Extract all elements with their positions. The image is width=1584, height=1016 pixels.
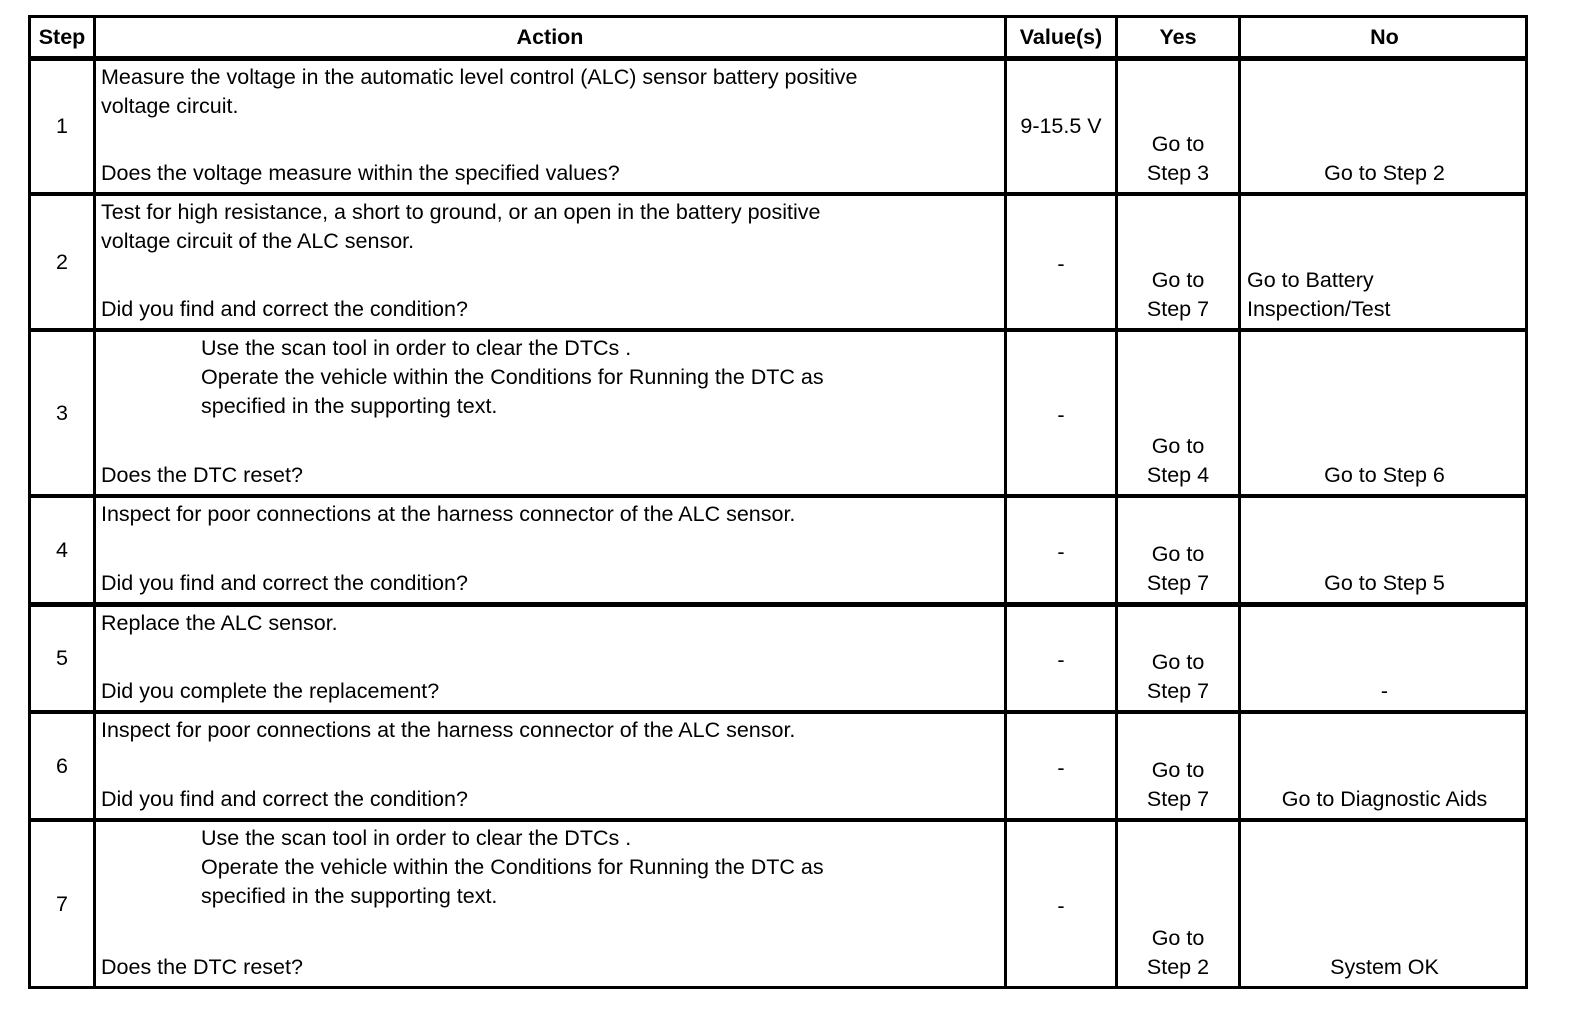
step-number: 7 (56, 891, 68, 916)
yes-line: Go to (1151, 542, 1205, 566)
action-question: Did you find and correct the condition? (101, 297, 468, 321)
action-line: Use the scan tool in order to clear the DTCs . (201, 826, 632, 850)
step-number: 5 (56, 646, 68, 670)
diagnostic-table (28, 15, 1528, 989)
value-cell: - (1057, 648, 1065, 672)
no-line: Inspection/Test (1247, 297, 1391, 321)
value-cell: - (1057, 755, 1065, 780)
action-line: Inspect for poor connections at the harness connector of the ALC sensor. (101, 718, 796, 742)
header-action: Action (516, 24, 584, 49)
yes-line: Step 7 (1146, 679, 1210, 703)
no-line: Go to Step 6 (1324, 463, 1445, 487)
step-number: 1 (56, 114, 68, 138)
step-number: 3 (56, 400, 68, 425)
action-line: Test for high resistance, a short to ground, or an open in the battery positive (101, 200, 821, 224)
action-line: Operate the vehicle within the Conditions for Running the DTC as (201, 365, 824, 389)
action-line: Replace the ALC sensor. (101, 611, 338, 635)
no-line: Go to Diagnostic Aids (1281, 787, 1488, 811)
no-cell (1241, 61, 1528, 188)
no-cell (1241, 498, 1528, 598)
action-line: voltage circuit of the ALC sensor. (101, 229, 415, 253)
yes-line: Go to (1151, 926, 1205, 950)
value-cell: - (1057, 251, 1065, 276)
action-line: Use the scan tool in order to clear the DTCs . (201, 336, 632, 360)
yes-cell (1118, 714, 1238, 814)
no-cell (1241, 714, 1528, 814)
yes-cell (1118, 332, 1238, 490)
action-question: Does the voltage measure within the specified values? (101, 161, 620, 185)
header-step: Step (38, 24, 86, 49)
value-cell: - (1057, 539, 1065, 564)
action-text (101, 609, 1001, 638)
action-question: Did you complete the replacement? (101, 679, 440, 703)
no-line: - (1380, 679, 1389, 703)
yes-cell (1118, 822, 1238, 982)
action-text (101, 334, 1001, 421)
yes-line: Go to (1151, 268, 1205, 292)
no-cell (1241, 822, 1528, 982)
step-number: 2 (56, 249, 68, 274)
yes-line: Step 7 (1146, 787, 1210, 811)
action-text (101, 716, 1001, 745)
step-number: 6 (56, 753, 68, 778)
action-line: specified in the supporting text. (201, 394, 498, 418)
no-cell (1247, 196, 1534, 324)
action-line: Operate the vehicle within the Conditions for Running the DTC as (201, 855, 824, 879)
action-line: specified in the supporting text. (201, 884, 498, 908)
yes-cell (1118, 61, 1238, 188)
action-question: Does the DTC reset? (101, 955, 303, 979)
header-yes: Yes (1159, 24, 1197, 49)
no-cell (1241, 332, 1528, 490)
no-line: Go to Step 2 (1324, 161, 1445, 185)
yes-line: Step 4 (1146, 463, 1210, 487)
action-line: Inspect for poor connections at the harness connector of the ALC sensor. (101, 502, 796, 526)
yes-line: Go to (1151, 650, 1205, 674)
yes-line: Go to (1151, 132, 1205, 156)
yes-line: Step 3 (1146, 161, 1210, 185)
no-line: Go to Battery (1247, 268, 1374, 292)
action-line: voltage circuit. (101, 94, 239, 118)
value-cell: - (1057, 893, 1065, 918)
no-cell (1241, 607, 1528, 706)
yes-cell (1118, 196, 1238, 324)
action-question: Did you find and correct the condition? (101, 787, 468, 811)
yes-line: Step 2 (1146, 955, 1210, 979)
step-number: 4 (56, 537, 68, 562)
header-values: Value(s) (1019, 24, 1103, 49)
action-question: Does the DTC reset? (101, 463, 303, 487)
value-cell: - (1057, 402, 1065, 427)
action-line: Measure the voltage in the automatic level control (ALC) sensor battery positive (101, 65, 858, 89)
action-text (101, 198, 1001, 256)
action-text (101, 63, 1001, 121)
action-text (101, 500, 1001, 529)
column-divider (93, 18, 96, 986)
yes-line: Step 7 (1146, 571, 1210, 595)
yes-cell (1118, 607, 1238, 706)
yes-cell (1118, 498, 1238, 598)
no-line: Go to Step 5 (1324, 571, 1445, 595)
yes-line: Go to (1151, 758, 1205, 782)
no-line: System OK (1330, 955, 1439, 979)
action-text (101, 824, 1001, 911)
header-no: No (1370, 24, 1399, 49)
yes-line: Go to (1151, 434, 1205, 458)
value-cell: 9-15.5 V (1020, 114, 1102, 138)
yes-line: Step 7 (1146, 297, 1210, 321)
action-question: Did you find and correct the condition? (101, 571, 468, 595)
